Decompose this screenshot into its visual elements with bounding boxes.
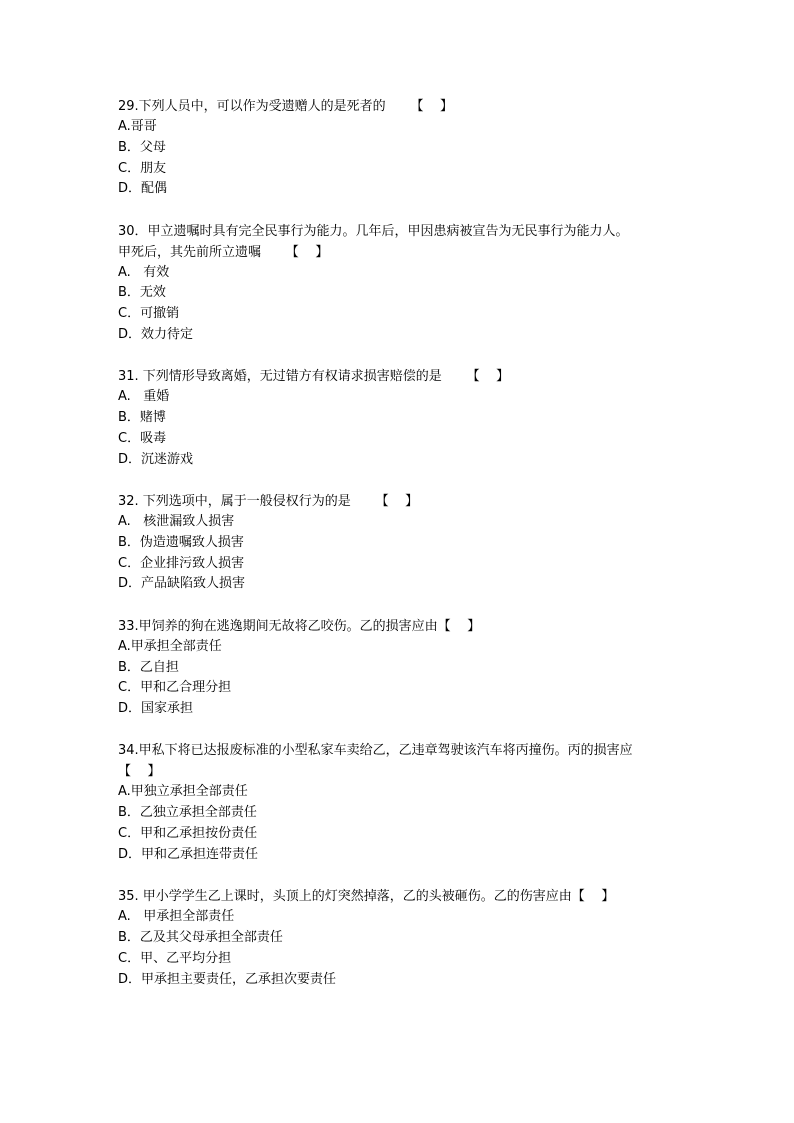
option-b: B．乙独立承担全部责任 xyxy=(118,805,257,821)
option-d: D．产品缺陷致人损害 xyxy=(118,576,246,592)
question-33 xyxy=(118,616,688,720)
question-stem: 33.甲饲养的狗在逃逸期间无故将乙咬伤。乙的损害应由【 】 xyxy=(118,618,481,634)
question-stem: 29.下列人员中，可以作为受遗赠人的是死者的 【 】 xyxy=(118,99,453,114)
option-d: D．甲和乙承担连带责任 xyxy=(118,846,259,862)
option-b: B．乙及其父母承担全部责任 xyxy=(118,929,283,945)
question-stem: 32. 下列选项中，属于一般侵权行为的是 【 】 xyxy=(118,494,419,510)
option-d: D．沉迷游戏 xyxy=(118,451,194,467)
option-d: D．配偶 xyxy=(118,181,168,197)
question-stem: 34.甲私下将已达报废标准的小型私家车卖给乙，乙违章驾驶该汽车将丙撞伤。丙的损害应 xyxy=(118,743,633,759)
option-c: C．可撤销 xyxy=(118,306,180,322)
option-a: A. 有效 xyxy=(118,264,170,280)
question-stem: 30．甲立遗嘱时具有完全民事行为能力。几年后，甲因患病被宣告为无民事行为能力人。 xyxy=(118,223,629,239)
option-c: C．甲、乙平均分担 xyxy=(118,950,232,966)
option-a: A. 甲承担全部责任 xyxy=(118,909,235,925)
option-c: C．吸毒 xyxy=(118,430,167,446)
option-c: C．甲和乙承担按份责任 xyxy=(118,826,258,842)
option-b: B．乙自担 xyxy=(118,659,179,675)
option-d: D．国家承担 xyxy=(118,701,194,717)
question-34 xyxy=(118,740,688,865)
option-b: B．赌博 xyxy=(118,410,166,426)
option-b: B．父母 xyxy=(118,139,166,155)
question-35 xyxy=(118,886,688,990)
question-30 xyxy=(118,221,688,346)
option-a: A. 核泄漏致人损害 xyxy=(118,514,235,530)
option-b: B．伪造遗嘱致人损害 xyxy=(118,534,244,550)
option-d: D．甲承担主要责任，乙承担次要责任 xyxy=(118,971,337,987)
option-b: B．无效 xyxy=(118,285,166,301)
option-c: C．甲和乙合理分担 xyxy=(118,680,232,696)
option-a: A. 重婚 xyxy=(118,389,170,405)
option-a: A.甲独立承担全部责任 xyxy=(118,784,248,800)
option-c: C．企业排污致人损害 xyxy=(118,555,245,571)
option-c: C．朋友 xyxy=(118,160,167,176)
question-29 xyxy=(118,96,688,200)
option-d: D．效力待定 xyxy=(118,327,194,343)
question-32 xyxy=(118,491,688,595)
option-a: A.哥哥 xyxy=(118,119,157,134)
question-list xyxy=(118,96,688,1011)
question-stem: 31. 下列情形导致离婚，无过错方有权请求损害赔偿的是 【 】 xyxy=(118,369,510,385)
question-31 xyxy=(118,366,688,470)
question-stem-continued: 甲死后，其先前所立遗嘱 【 】 xyxy=(118,244,329,260)
option-a: A.甲承担全部责任 xyxy=(118,638,222,654)
question-stem: 35. 甲小学学生乙上课时，头顶上的灯突然掉落，乙的头被砸伤。乙的伤害应由【 】 xyxy=(118,889,615,905)
question-stem-continued: 【 】 xyxy=(118,764,161,780)
